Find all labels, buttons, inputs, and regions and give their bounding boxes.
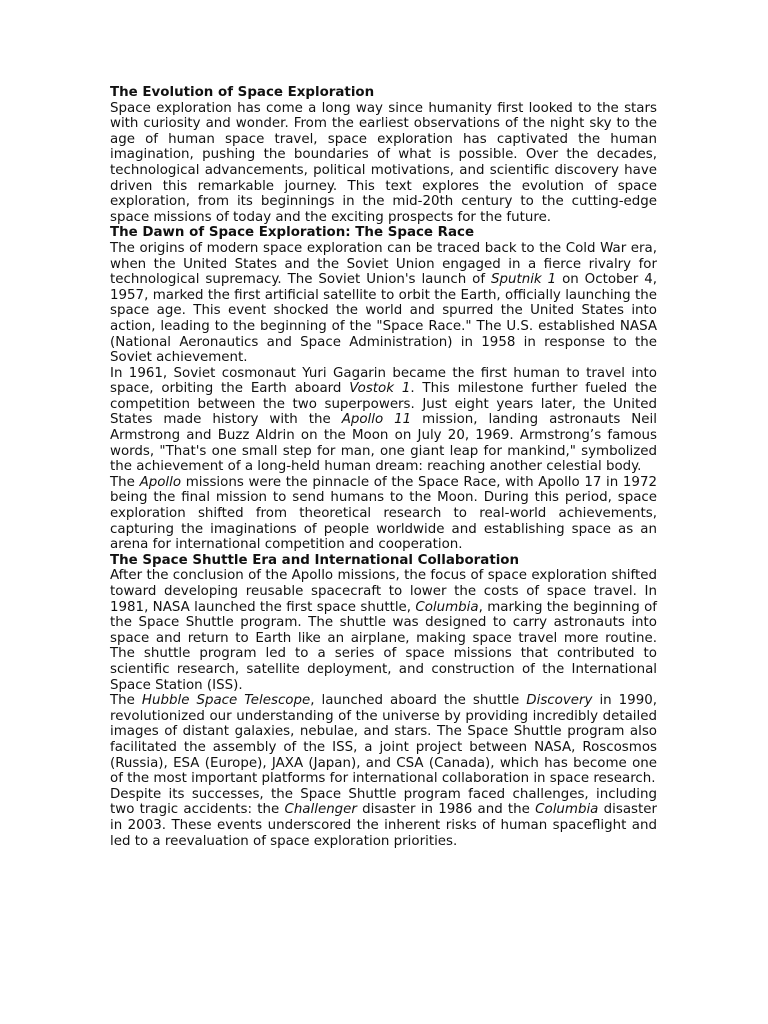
text-run: , marking the beginning of the Space Shuttle program. The shuttle was designed to carry astronauts into space and return to Earth like an airplane, making space travel more routine. The shuttle program led to a series of space missions that contributed to scientific research, satellite deployment, and construction of the International Space Station (ISS). — [110, 599, 657, 693]
italic-run: Apollo 11 — [341, 412, 412, 428]
text-run: , launched aboard the shuttle — [310, 693, 527, 709]
paragraph-origins — [110, 241, 657, 366]
text-run: Despite its successes, the Space Shuttle program faced challenges, including two tragic accidents: the — [110, 786, 657, 818]
italic-run: Challenger — [284, 802, 357, 818]
document-page — [110, 85, 657, 849]
text-run: After the conclusion of the Apollo missions, the focus of space exploration shifted toward developing reusable spacecraft to lower the costs of space travel. In 1981, NASA launched the first space shuttle, — [110, 568, 657, 615]
italic-run: Columbia — [535, 802, 599, 818]
italic-run: Sputnik 1 — [490, 272, 557, 288]
italic-run: Columbia — [415, 599, 479, 615]
paragraph-apollo — [110, 475, 657, 553]
text-run: in 1990, revolutionized our understanding of the universe by providing incredibly detailed images of distant galaxies, nebulae, and stars. The Space Shuttle program also facilitated the assembly of the ISS, a joint project between NASA, Roscosmos (Russia), ESA (Europe), JAXA (Japan), and CSA (Canada), which has become one of the most important platforms for international collaboration in space research. — [110, 693, 657, 787]
text-run: The — [110, 474, 140, 490]
paragraph-challenges — [110, 787, 657, 849]
italic-run: Hubble Space Telescope — [141, 693, 311, 709]
text-run: In 1961, Soviet cosmonaut Yuri Gagarin became the first human to travel into space, orbiting the Earth aboard — [110, 365, 657, 397]
text-run: The — [110, 693, 142, 709]
section-heading-space-race: The Dawn of Space Exploration: The Space Race — [110, 225, 475, 241]
section-heading-shuttle-era: The Space Shuttle Era and International Collaboration — [110, 552, 520, 568]
text-run: missions were the pinnacle of the Space Race, with Apollo 17 in 1972 being the final mission to send humans to the Moon. During this period, space exploration shifted from theoretical research to real-world achievements, capturing the imaginations of people worldwide and establishing space as an arena for international competition and cooperation. — [110, 474, 657, 553]
document-title: The Evolution of Space Exploration — [110, 85, 375, 100]
italic-run: Discovery — [526, 693, 593, 709]
text-run: on October 4, 1957, marked the first artificial satellite to orbit the Earth, officially launching the space age. This event shocked the world and spurred the United States into action, leading to the beginning of the "Space Race." The U.S. established NASA (National Aeronautics and Space Administration) in 1958 in response to the Soviet achievement. — [110, 272, 657, 366]
intro-paragraph: Space exploration has come a long way since humanity first looked to the stars with curiosity and wonder. From the earliest observations of the night sky to the age of human space travel, space exploration has captivated the human imagination, pushing the boundaries of what is possible. Over the decades, technological advancements, political motivations, and scientific discovery have driven this remarkable journey. This text explores the evolution of space exploration, from its beginnings in the mid-20th century to the cutting-edge space missions of today and the exciting prospects for the future. — [110, 100, 657, 225]
text-run: disaster in 2003. These events underscored the inherent risks of human spaceflight and led to a reevaluation of space exploration priorities. — [110, 802, 657, 849]
paragraph-gagarin — [110, 366, 657, 475]
paragraph-hubble — [110, 693, 657, 787]
italic-run: Vostok 1 — [349, 381, 411, 397]
text-run: mission, landing astronauts Neil Armstrong and Buzz Aldrin on the Moon on July 20, 1969. Armstrong’s famous words, "That's one small step for man, one giant leap for mankind," symbolized the achievement of a long-held human dream: reaching another celestial body. — [110, 412, 657, 475]
italic-run: Apollo — [139, 474, 182, 490]
text-run: . This milestone further fueled the competition between the two superpowers. Just eight years later, the United States made history with the — [110, 381, 657, 428]
text-run: The origins of modern space exploration can be traced back to the Cold War era, when the United States and the Soviet Union engaged in a fierce rivalry for technological supremacy. The Soviet Union's launch of — [110, 240, 657, 288]
text-run: disaster in 1986 and the — [356, 802, 536, 818]
paragraph-shuttle-program — [110, 568, 657, 693]
